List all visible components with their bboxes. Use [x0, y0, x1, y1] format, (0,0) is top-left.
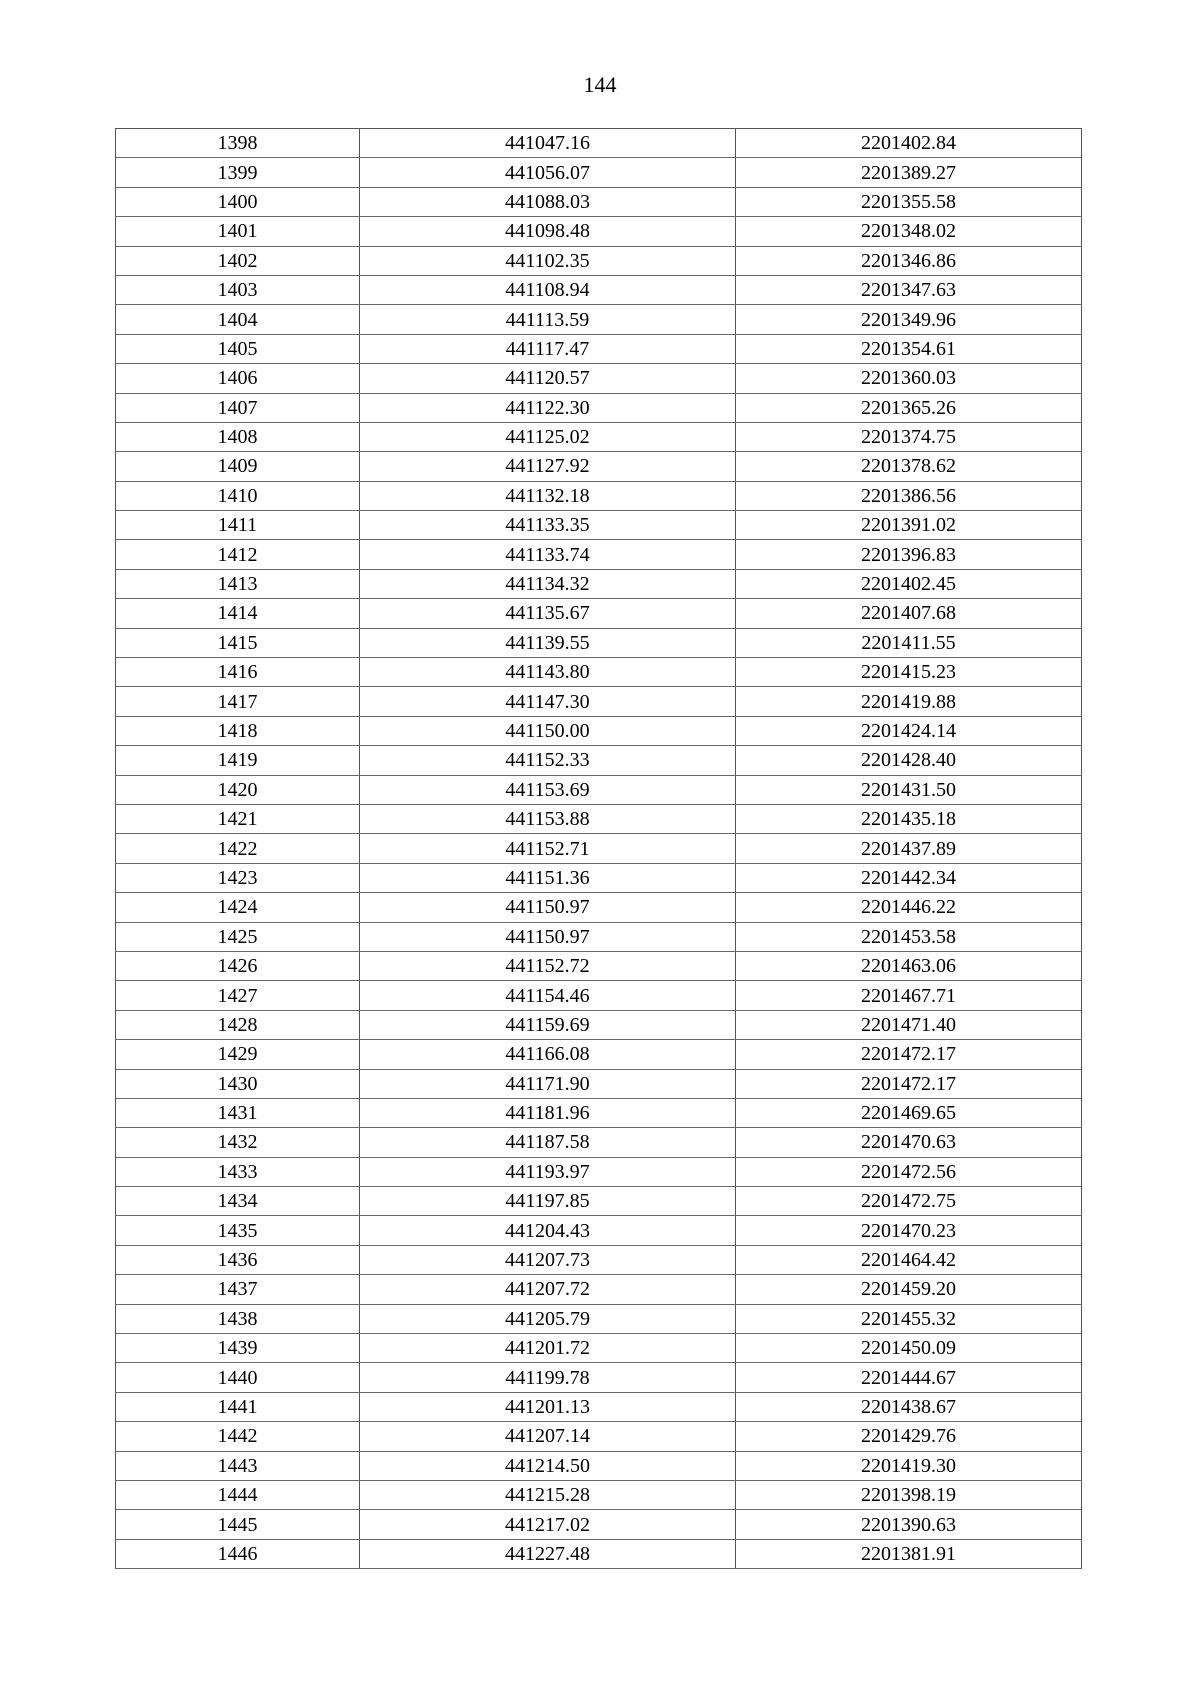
point-number-cell: 1437 — [116, 1275, 360, 1304]
point-number-cell: 1398 — [116, 129, 360, 158]
y-coordinate-cell: 2201347.63 — [736, 275, 1082, 304]
table-row — [116, 1304, 1082, 1333]
y-coordinate-cell: 2201463.06 — [736, 951, 1082, 980]
table-row — [116, 1480, 1082, 1509]
table-row — [116, 1187, 1082, 1216]
table-row — [116, 863, 1082, 892]
coordinates-table — [115, 128, 1082, 1569]
point-number-cell: 1414 — [116, 599, 360, 628]
table-row — [116, 1040, 1082, 1069]
y-coordinate-cell: 2201442.34 — [736, 863, 1082, 892]
y-coordinate-cell: 2201374.75 — [736, 422, 1082, 451]
y-coordinate-cell: 2201389.27 — [736, 158, 1082, 187]
point-number-cell: 1438 — [116, 1304, 360, 1333]
y-coordinate-cell: 2201402.84 — [736, 129, 1082, 158]
point-number-cell: 1416 — [116, 658, 360, 687]
table-row — [116, 187, 1082, 216]
x-coordinate-cell: 441135.67 — [360, 599, 736, 628]
table-row — [116, 1069, 1082, 1098]
y-coordinate-cell: 2201360.03 — [736, 364, 1082, 393]
y-coordinate-cell: 2201396.83 — [736, 540, 1082, 569]
point-number-cell: 1434 — [116, 1187, 360, 1216]
y-coordinate-cell: 2201391.02 — [736, 511, 1082, 540]
x-coordinate-cell: 441102.35 — [360, 246, 736, 275]
table-row — [116, 1510, 1082, 1539]
table-row — [116, 804, 1082, 833]
table-row — [116, 540, 1082, 569]
point-number-cell: 1405 — [116, 334, 360, 363]
table-row — [116, 1245, 1082, 1274]
point-number-cell: 1446 — [116, 1539, 360, 1568]
table-row — [116, 687, 1082, 716]
y-coordinate-cell: 2201402.45 — [736, 569, 1082, 598]
table-row — [116, 658, 1082, 687]
x-coordinate-cell: 441098.48 — [360, 217, 736, 246]
table-row — [116, 305, 1082, 334]
table-row — [116, 1451, 1082, 1480]
point-number-cell: 1427 — [116, 981, 360, 1010]
point-number-cell: 1421 — [116, 804, 360, 833]
y-coordinate-cell: 2201467.71 — [736, 981, 1082, 1010]
point-number-cell: 1428 — [116, 1010, 360, 1039]
point-number-cell: 1412 — [116, 540, 360, 569]
point-number-cell: 1413 — [116, 569, 360, 598]
point-number-cell: 1429 — [116, 1040, 360, 1069]
table-row — [116, 217, 1082, 246]
table-row — [116, 922, 1082, 951]
y-coordinate-cell: 2201415.23 — [736, 658, 1082, 687]
table-row — [116, 511, 1082, 540]
point-number-cell: 1406 — [116, 364, 360, 393]
point-number-cell: 1443 — [116, 1451, 360, 1480]
table-row — [116, 1422, 1082, 1451]
table-row — [116, 1275, 1082, 1304]
y-coordinate-cell: 2201411.55 — [736, 628, 1082, 657]
page-number: 144 — [583, 72, 617, 97]
point-number-cell: 1430 — [116, 1069, 360, 1098]
table-row — [116, 1128, 1082, 1157]
x-coordinate-cell: 441207.73 — [360, 1245, 736, 1274]
table-row — [116, 1157, 1082, 1186]
point-number-cell: 1419 — [116, 746, 360, 775]
x-coordinate-cell: 441047.16 — [360, 129, 736, 158]
y-coordinate-cell: 2201419.88 — [736, 687, 1082, 716]
y-coordinate-cell: 2201472.75 — [736, 1187, 1082, 1216]
table-row — [116, 1392, 1082, 1421]
y-coordinate-cell: 2201472.17 — [736, 1069, 1082, 1098]
y-coordinate-cell: 2201464.42 — [736, 1245, 1082, 1274]
x-coordinate-cell: 441159.69 — [360, 1010, 736, 1039]
point-number-cell: 1432 — [116, 1128, 360, 1157]
y-coordinate-cell: 2201435.18 — [736, 804, 1082, 833]
x-coordinate-cell: 441197.85 — [360, 1187, 736, 1216]
y-coordinate-cell: 2201381.91 — [736, 1539, 1082, 1568]
point-number-cell: 1440 — [116, 1363, 360, 1392]
x-coordinate-cell: 441153.88 — [360, 804, 736, 833]
table-row — [116, 364, 1082, 393]
y-coordinate-cell: 2201450.09 — [736, 1334, 1082, 1363]
x-coordinate-cell: 441143.80 — [360, 658, 736, 687]
point-number-cell: 1420 — [116, 775, 360, 804]
table-row — [116, 775, 1082, 804]
x-coordinate-cell: 441125.02 — [360, 422, 736, 451]
table-row — [116, 1010, 1082, 1039]
y-coordinate-cell: 2201431.50 — [736, 775, 1082, 804]
point-number-cell: 1442 — [116, 1422, 360, 1451]
x-coordinate-cell: 441108.94 — [360, 275, 736, 304]
table-row — [116, 834, 1082, 863]
table-row — [116, 1334, 1082, 1363]
point-number-cell: 1436 — [116, 1245, 360, 1274]
x-coordinate-cell: 441207.72 — [360, 1275, 736, 1304]
table-row — [116, 1539, 1082, 1568]
x-coordinate-cell: 441154.46 — [360, 981, 736, 1010]
x-coordinate-cell: 441171.90 — [360, 1069, 736, 1098]
point-number-cell: 1418 — [116, 716, 360, 745]
x-coordinate-cell: 441132.18 — [360, 481, 736, 510]
y-coordinate-cell: 2201471.40 — [736, 1010, 1082, 1039]
point-number-cell: 1399 — [116, 158, 360, 187]
y-coordinate-cell: 2201446.22 — [736, 893, 1082, 922]
x-coordinate-cell: 441122.30 — [360, 393, 736, 422]
table-row — [116, 1363, 1082, 1392]
x-coordinate-cell: 441207.14 — [360, 1422, 736, 1451]
point-number-cell: 1404 — [116, 305, 360, 334]
point-number-cell: 1422 — [116, 834, 360, 863]
table-row — [116, 393, 1082, 422]
point-number-cell: 1445 — [116, 1510, 360, 1539]
x-coordinate-cell: 441217.02 — [360, 1510, 736, 1539]
table-row — [116, 275, 1082, 304]
point-number-cell: 1431 — [116, 1098, 360, 1127]
x-coordinate-cell: 441113.59 — [360, 305, 736, 334]
y-coordinate-cell: 2201472.56 — [736, 1157, 1082, 1186]
x-coordinate-cell: 441153.69 — [360, 775, 736, 804]
x-coordinate-cell: 441215.28 — [360, 1480, 736, 1509]
point-number-cell: 1433 — [116, 1157, 360, 1186]
table-row — [116, 893, 1082, 922]
x-coordinate-cell: 441127.92 — [360, 452, 736, 481]
point-number-cell: 1415 — [116, 628, 360, 657]
table-row — [116, 1216, 1082, 1245]
y-coordinate-cell: 2201365.26 — [736, 393, 1082, 422]
point-number-cell: 1411 — [116, 511, 360, 540]
x-coordinate-cell: 441150.97 — [360, 893, 736, 922]
y-coordinate-cell: 2201390.63 — [736, 1510, 1082, 1539]
y-coordinate-cell: 2201428.40 — [736, 746, 1082, 775]
point-number-cell: 1408 — [116, 422, 360, 451]
point-number-cell: 1435 — [116, 1216, 360, 1245]
y-coordinate-cell: 2201354.61 — [736, 334, 1082, 363]
table-row — [116, 334, 1082, 363]
y-coordinate-cell: 2201424.14 — [736, 716, 1082, 745]
point-number-cell: 1417 — [116, 687, 360, 716]
y-coordinate-cell: 2201437.89 — [736, 834, 1082, 863]
table-row — [116, 628, 1082, 657]
x-coordinate-cell: 441187.58 — [360, 1128, 736, 1157]
y-coordinate-cell: 2201419.30 — [736, 1451, 1082, 1480]
point-number-cell: 1441 — [116, 1392, 360, 1421]
table-row — [116, 422, 1082, 451]
x-coordinate-cell: 441205.79 — [360, 1304, 736, 1333]
point-number-cell: 1402 — [116, 246, 360, 275]
y-coordinate-cell: 2201346.86 — [736, 246, 1082, 275]
y-coordinate-cell: 2201349.96 — [736, 305, 1082, 334]
point-number-cell: 1424 — [116, 893, 360, 922]
x-coordinate-cell: 441139.55 — [360, 628, 736, 657]
y-coordinate-cell: 2201429.76 — [736, 1422, 1082, 1451]
table-row — [116, 951, 1082, 980]
x-coordinate-cell: 441199.78 — [360, 1363, 736, 1392]
point-number-cell: 1444 — [116, 1480, 360, 1509]
table-row — [116, 129, 1082, 158]
x-coordinate-cell: 441147.30 — [360, 687, 736, 716]
x-coordinate-cell: 441120.57 — [360, 364, 736, 393]
point-number-cell: 1410 — [116, 481, 360, 510]
table-row — [116, 981, 1082, 1010]
y-coordinate-cell: 2201470.23 — [736, 1216, 1082, 1245]
y-coordinate-cell: 2201469.65 — [736, 1098, 1082, 1127]
x-coordinate-cell: 441201.72 — [360, 1334, 736, 1363]
x-coordinate-cell: 441088.03 — [360, 187, 736, 216]
y-coordinate-cell: 2201444.67 — [736, 1363, 1082, 1392]
x-coordinate-cell: 441181.96 — [360, 1098, 736, 1127]
y-coordinate-cell: 2201407.68 — [736, 599, 1082, 628]
x-coordinate-cell: 441152.33 — [360, 746, 736, 775]
point-number-cell: 1439 — [116, 1334, 360, 1363]
point-number-cell: 1409 — [116, 452, 360, 481]
table-row — [116, 716, 1082, 745]
x-coordinate-cell: 441152.71 — [360, 834, 736, 863]
x-coordinate-cell: 441227.48 — [360, 1539, 736, 1568]
x-coordinate-cell: 441117.47 — [360, 334, 736, 363]
y-coordinate-cell: 2201453.58 — [736, 922, 1082, 951]
table-row — [116, 481, 1082, 510]
y-coordinate-cell: 2201386.56 — [736, 481, 1082, 510]
x-coordinate-cell: 441151.36 — [360, 863, 736, 892]
x-coordinate-cell: 441133.35 — [360, 511, 736, 540]
y-coordinate-cell: 2201348.02 — [736, 217, 1082, 246]
x-coordinate-cell: 441204.43 — [360, 1216, 736, 1245]
point-number-cell: 1403 — [116, 275, 360, 304]
y-coordinate-cell: 2201378.62 — [736, 452, 1082, 481]
x-coordinate-cell: 441056.07 — [360, 158, 736, 187]
point-number-cell: 1423 — [116, 863, 360, 892]
x-coordinate-cell: 441214.50 — [360, 1451, 736, 1480]
x-coordinate-cell: 441133.74 — [360, 540, 736, 569]
y-coordinate-cell: 2201472.17 — [736, 1040, 1082, 1069]
y-coordinate-cell: 2201470.63 — [736, 1128, 1082, 1157]
point-number-cell: 1426 — [116, 951, 360, 980]
point-number-cell: 1425 — [116, 922, 360, 951]
coordinates-table-body — [116, 129, 1082, 1569]
x-coordinate-cell: 441150.97 — [360, 922, 736, 951]
table-row — [116, 452, 1082, 481]
table-row — [116, 1098, 1082, 1127]
y-coordinate-cell: 2201355.58 — [736, 187, 1082, 216]
point-number-cell: 1407 — [116, 393, 360, 422]
x-coordinate-cell: 441134.32 — [360, 569, 736, 598]
y-coordinate-cell: 2201438.67 — [736, 1392, 1082, 1421]
point-number-cell: 1400 — [116, 187, 360, 216]
x-coordinate-cell: 441152.72 — [360, 951, 736, 980]
y-coordinate-cell: 2201459.20 — [736, 1275, 1082, 1304]
x-coordinate-cell: 441201.13 — [360, 1392, 736, 1421]
y-coordinate-cell: 2201398.19 — [736, 1480, 1082, 1509]
x-coordinate-cell: 441193.97 — [360, 1157, 736, 1186]
point-number-cell: 1401 — [116, 217, 360, 246]
table-row — [116, 746, 1082, 775]
table-row — [116, 158, 1082, 187]
x-coordinate-cell: 441150.00 — [360, 716, 736, 745]
x-coordinate-cell: 441166.08 — [360, 1040, 736, 1069]
table-row — [116, 569, 1082, 598]
y-coordinate-cell: 2201455.32 — [736, 1304, 1082, 1333]
table-row — [116, 599, 1082, 628]
table-row — [116, 246, 1082, 275]
